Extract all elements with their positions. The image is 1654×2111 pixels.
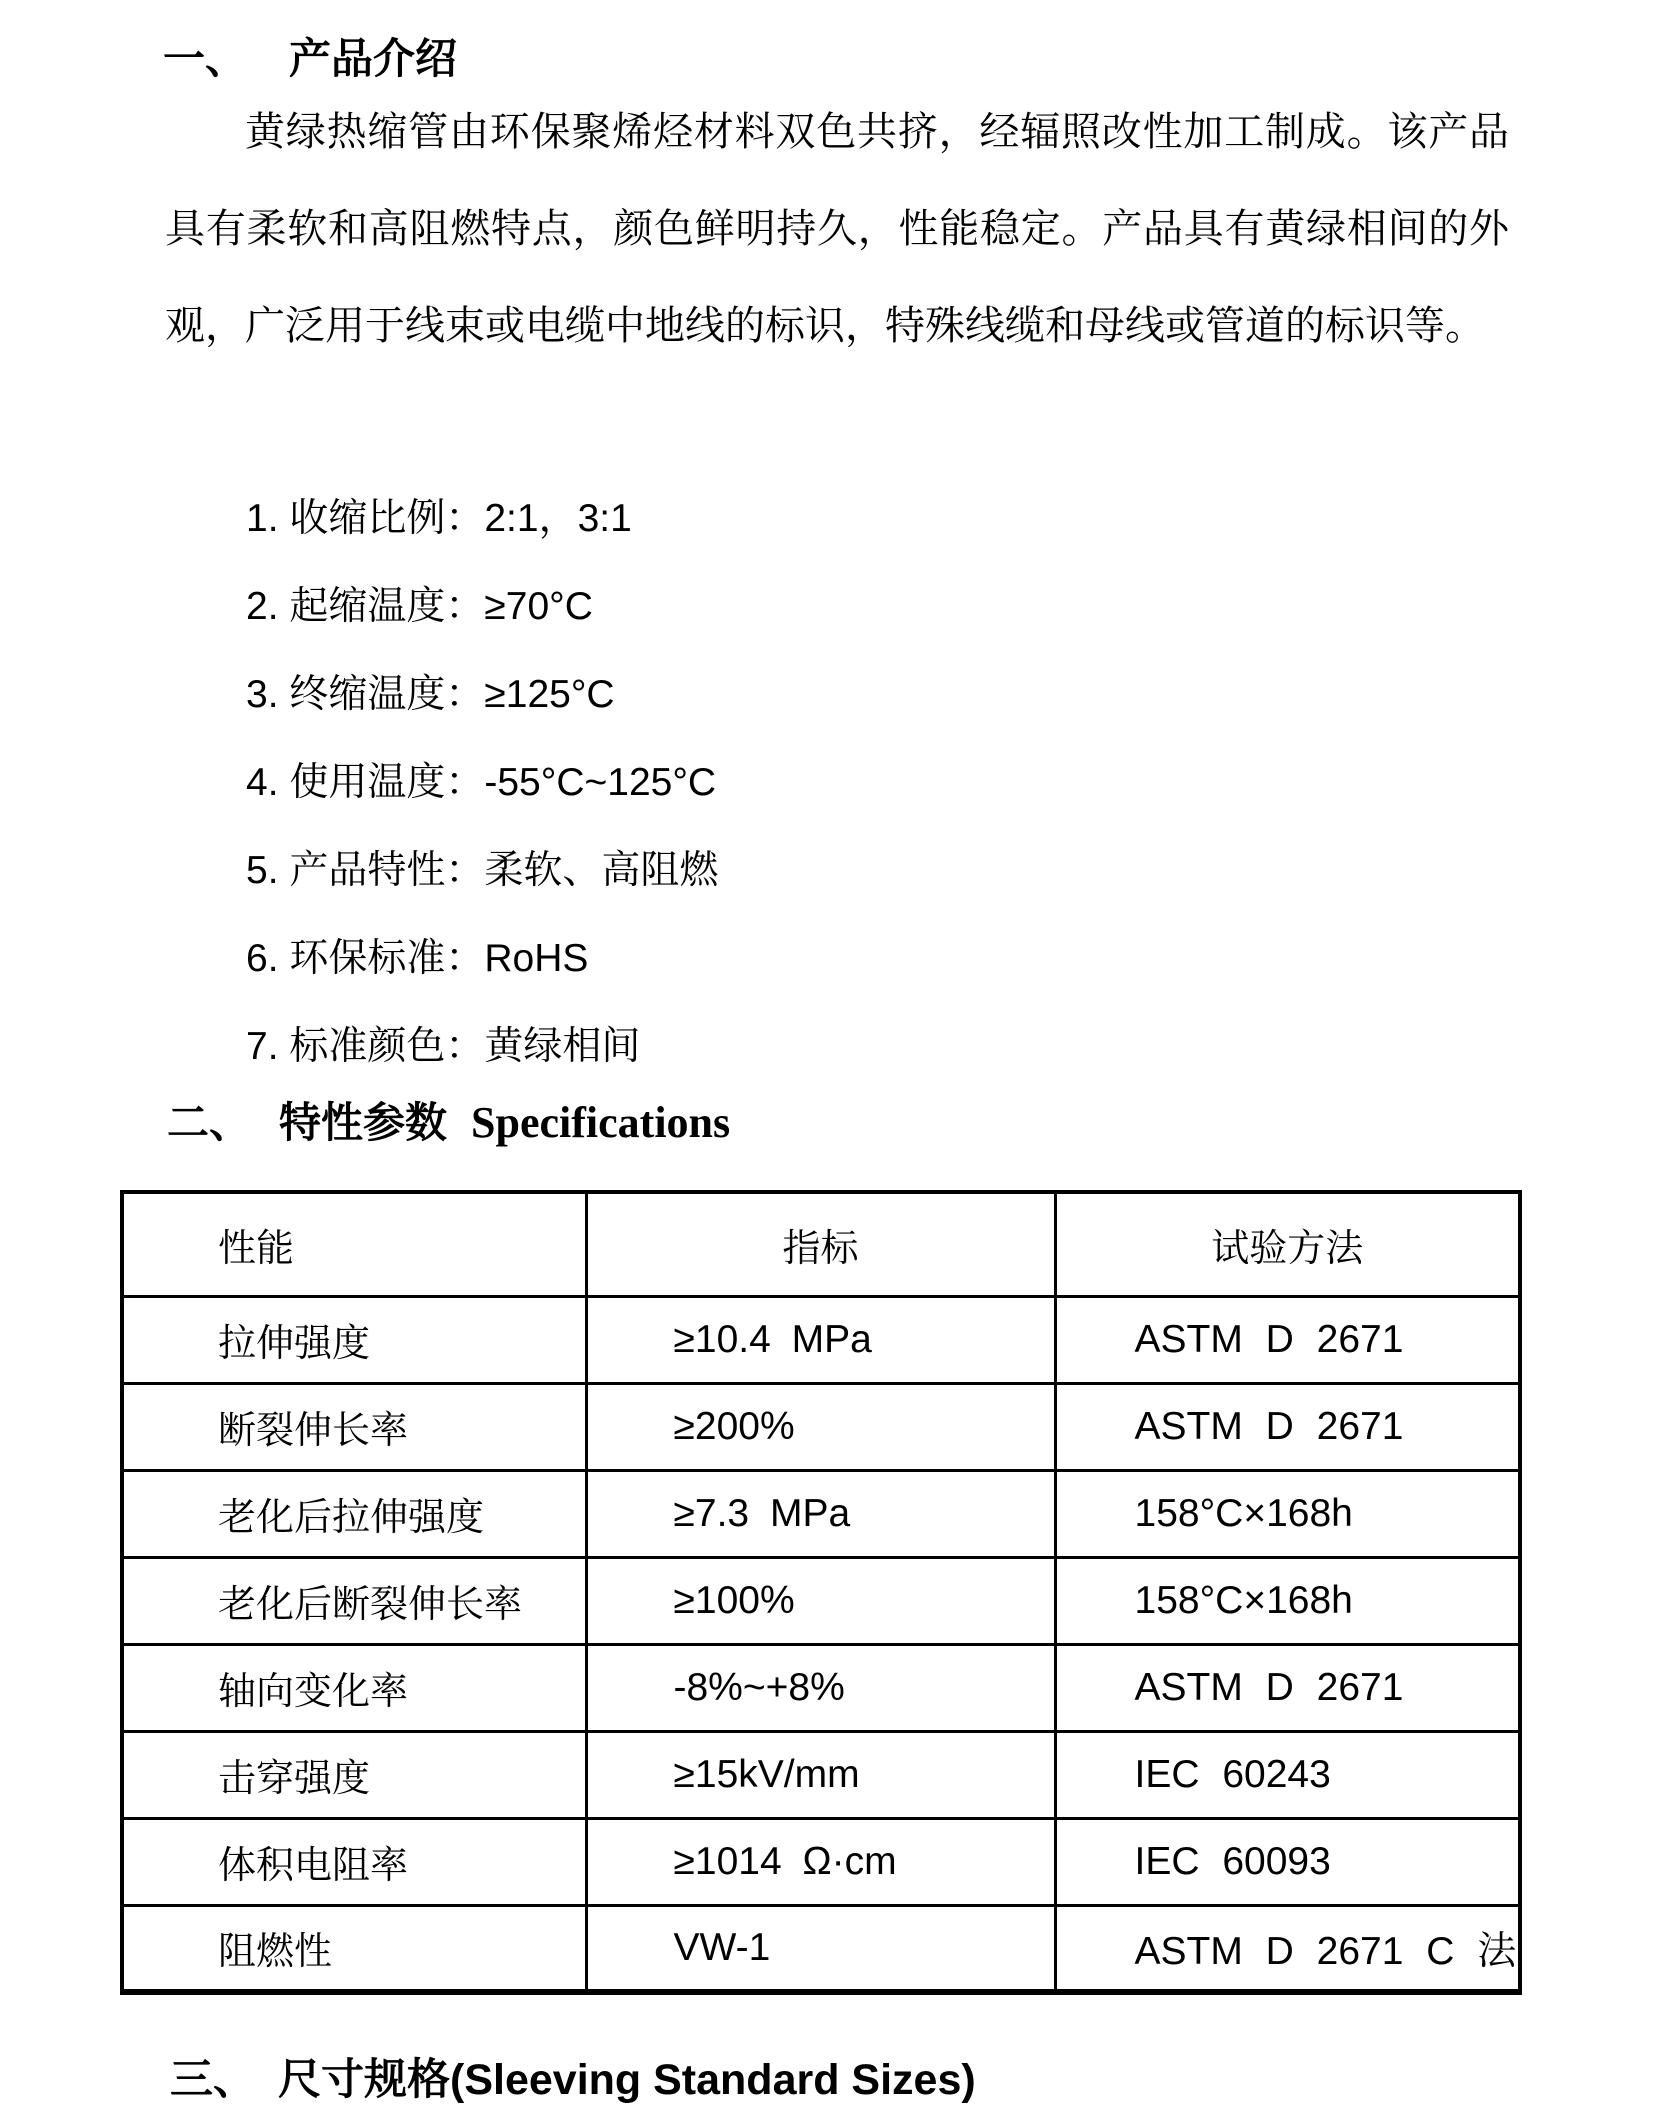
table-row — [122, 1383, 1520, 1470]
section-3-number: 三、 — [170, 2056, 256, 2105]
cell-property: 轴向变化率 — [122, 1644, 586, 1731]
cell-method: 158°C×168h — [1055, 1470, 1520, 1557]
cell-method: 158°C×168h — [1055, 1557, 1520, 1644]
cell-value: ≥7.3 MPa — [586, 1470, 1055, 1557]
feature-item-standard-color: 7. 标准颜色：黄绿相间 — [246, 1025, 641, 1069]
section-2-title: 特性参数 — [279, 1099, 448, 1147]
section-2-heading — [167, 1097, 1654, 1150]
table-row — [122, 1905, 1520, 1992]
cell-property: 拉伸强度 — [122, 1296, 586, 1383]
feature-item-environment-standard: 6. 环保标准：RoHS — [246, 937, 589, 981]
cell-method: ASTM D 2671 C 法 — [1055, 1905, 1520, 1992]
table-header-row — [122, 1192, 1520, 1296]
cell-value: VW-1 — [586, 1905, 1055, 1992]
table-row — [122, 1470, 1520, 1557]
table-row — [122, 1557, 1520, 1644]
table-row — [122, 1644, 1520, 1731]
cell-property: 体积电阻率 — [122, 1818, 586, 1905]
section-1-heading — [163, 34, 1654, 84]
section-1-number: 一、 — [163, 35, 248, 82]
cell-value: ≥10.4 MPa — [586, 1296, 1055, 1383]
specifications-table — [120, 1190, 1522, 1995]
cell-value: -8%~+8% — [586, 1644, 1055, 1731]
table-row — [122, 1818, 1520, 1905]
section-3-heading — [170, 2055, 1654, 2107]
cell-property: 老化后拉伸强度 — [122, 1470, 586, 1557]
feature-list — [246, 475, 1654, 1091]
cell-method: ASTM D 2671 — [1055, 1383, 1520, 1470]
cell-property: 老化后断裂伸长率 — [122, 1557, 586, 1644]
feature-item-characteristics: 5. 产品特性：柔软、高阻燃 — [246, 849, 719, 893]
column-header-property: 性能 — [122, 1192, 586, 1296]
section-3-title: 尺寸规格 — [278, 2056, 450, 2105]
feature-item-start-shrink-temp: 2. 起缩温度：≥70°C — [246, 585, 593, 629]
table-row — [122, 1731, 1520, 1818]
column-header-method: 试验方法 — [1055, 1192, 1520, 1296]
section-2-number: 二、 — [167, 1099, 252, 1147]
cell-property: 击穿强度 — [122, 1731, 586, 1818]
cell-property: 断裂伸长率 — [122, 1383, 586, 1470]
section-2-subtitle: Specifications — [471, 1098, 731, 1148]
cell-value: ≥200% — [586, 1383, 1055, 1470]
cell-value: ≥100% — [586, 1557, 1055, 1644]
cell-value: ≥1014 Ω·cm — [586, 1818, 1055, 1905]
cell-method: ASTM D 2671 — [1055, 1644, 1520, 1731]
cell-value: ≥15kV/mm — [586, 1731, 1055, 1818]
section-3-subtitle: (Sleeving Standard Sizes) — [450, 2056, 976, 2105]
cell-method: ASTM D 2671 — [1055, 1296, 1520, 1383]
cell-method: IEC 60243 — [1055, 1731, 1520, 1818]
section-1-title: 产品介绍 — [289, 35, 458, 82]
table-row — [122, 1296, 1520, 1383]
column-header-value: 指标 — [586, 1192, 1055, 1296]
intro-paragraph: 黄绿热缩管由环保聚烯烃材料双色共挤，经辐照改性加工制成。该产品具有柔软和高阻燃特点，颜色鲜明持久，性能稳定。产品具有黄绿相间的外观，广泛用于线束或电缆中地线的标识，特殊线缆和母线或管道的标识等。 — [165, 110, 1509, 349]
feature-item-shrink-ratio: 1. 收缩比例：2:1，3:1 — [246, 497, 632, 541]
feature-item-full-shrink-temp: 3. 终缩温度：≥125°C — [246, 673, 615, 717]
cell-property: 阻燃性 — [122, 1905, 586, 1992]
cell-method: IEC 60093 — [1055, 1818, 1520, 1905]
feature-item-operating-temp: 4. 使用温度：-55°C~125°C — [246, 761, 717, 805]
